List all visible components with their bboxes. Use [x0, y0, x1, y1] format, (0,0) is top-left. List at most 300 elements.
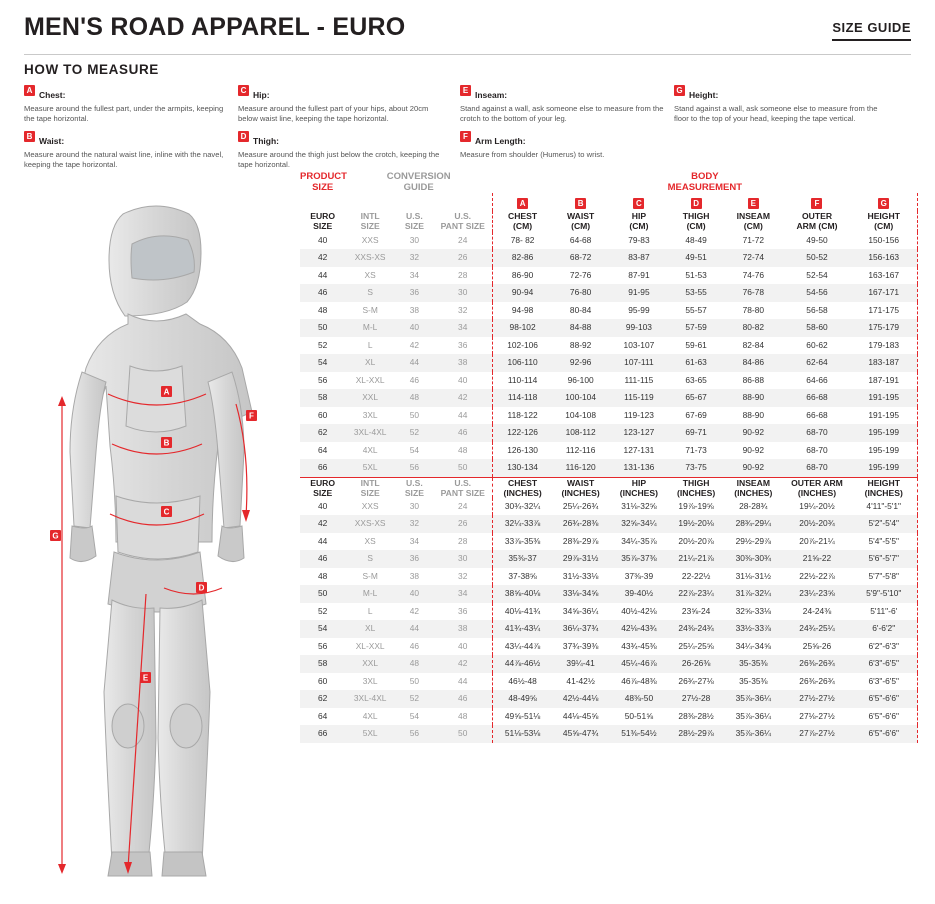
column-header: INTL SIZE [360, 211, 380, 232]
table-cell: 46 [434, 424, 492, 442]
howto-item-text: Measure from shoulder (Humerus) to wrist. [460, 150, 605, 160]
howto-item-waist [24, 131, 228, 170]
table-cell: 94-98 [492, 302, 552, 320]
table-cell: 79-83 [628, 234, 650, 245]
table-cell: 31⅞-32¼ [723, 585, 783, 603]
table-cell: XXL [345, 389, 395, 407]
table-cell: 42 [434, 389, 492, 407]
howto-item-label: Arm Length: [475, 136, 526, 147]
table-cell: 36 [395, 550, 434, 568]
table-cell: 30 [409, 500, 420, 511]
table-cell: 90-94 [492, 284, 552, 302]
table-cell: 87-91 [628, 269, 650, 280]
table-cell: 25¼-26¾ [562, 500, 599, 511]
table-cell: 49⅝-51⅛ [492, 708, 552, 726]
table-cell: 32 [458, 304, 468, 315]
column-header: HIP (INCHES) [609, 477, 669, 498]
table-cell: L [367, 339, 373, 350]
badge-e-icon: E [460, 85, 471, 96]
table-cell: 28 [458, 535, 468, 546]
table-cell: 34⅝-36¼ [562, 605, 599, 616]
table-cell: 46 [300, 550, 345, 568]
table-row [300, 337, 918, 355]
table-cell: 95-99 [628, 304, 650, 315]
table-cell: S-M [362, 304, 378, 315]
size-rows-cm [300, 232, 918, 478]
badge-f-icon: F [460, 131, 471, 142]
table-cell: 66-68 [784, 389, 851, 407]
table-cell: 22⅞-23¼ [669, 585, 723, 603]
table-cell: 44⅞-46½ [492, 655, 552, 673]
howto-item-label: Inseam: [475, 90, 508, 100]
table-cell: 5'6"-5'7" [850, 550, 917, 568]
table-cell: 44⅛-45⅝ [562, 710, 599, 721]
table-cell: 80-84 [569, 304, 592, 315]
table-cell: 38 [434, 354, 492, 372]
badge-c-icon: C [633, 198, 644, 209]
table-cell: 3XL-4XL [345, 424, 395, 442]
table-cell: 44 [395, 354, 434, 372]
column-header: CHEST (INCHES) [492, 477, 552, 498]
table-cell: 61-63 [669, 354, 723, 372]
table-cell: 50 [409, 675, 420, 686]
table-cell: 171-175 [850, 302, 917, 320]
table-cell: 40⅛-41¾ [492, 603, 552, 621]
table-cell: 34¼-35⅞ [621, 535, 657, 546]
table-row [300, 459, 918, 477]
table-cell: 41¾-43¼ [492, 620, 552, 638]
size-rows-inches [300, 498, 918, 743]
table-cell: 34 [434, 585, 492, 603]
table-row [300, 372, 918, 390]
table-cell: 31⅛-31½ [735, 570, 771, 581]
table-cell: 48 [318, 304, 328, 315]
table-cell: 114-118 [492, 389, 552, 407]
table-cell: 45⅝-47¾ [553, 725, 609, 743]
table-cell: 52 [395, 690, 434, 708]
table-cell: 82-86 [492, 249, 552, 267]
table-row [300, 533, 918, 551]
column-header: U.S. SIZE [395, 477, 434, 498]
table-cell: 40 [395, 319, 434, 337]
table-cell: 48⅜-50 [609, 690, 669, 708]
howto-item-label: Thigh: [253, 136, 279, 147]
table-row [300, 407, 918, 425]
table-cell: 36¼-37¾ [553, 620, 609, 638]
table-cell: 73-75 [669, 459, 723, 477]
table-cell: 195-199 [850, 424, 917, 442]
table-cell: 59-61 [685, 339, 707, 350]
table-cell: 5'11"-6' [850, 603, 917, 621]
table-cell: 32 [458, 570, 468, 581]
table-cell: 42 [409, 339, 420, 350]
table-cell: 44 [395, 620, 434, 638]
table-cell: 19¼-20½ [799, 500, 835, 511]
svg-text:E: E [142, 673, 149, 683]
table-cell: 6'3"-6'5" [850, 673, 917, 691]
table-cell: 37⅜-39 [624, 570, 654, 581]
table-cell: 35-35⅜ [739, 675, 768, 686]
table-cell: 38 [434, 620, 492, 638]
table-cell: S [345, 550, 395, 568]
table-cell: 50 [300, 585, 345, 603]
letter-badge-cell [609, 193, 669, 211]
table-cell: 56 [318, 640, 328, 651]
table-cell: 39¼-41 [553, 655, 609, 673]
table-cell: 67-69 [685, 409, 707, 420]
column-header: THIGH (CM) [682, 211, 710, 232]
table-cell: 40½-42⅛ [621, 605, 657, 616]
table-cell: L [367, 605, 373, 616]
table-cell: 27½-28 [669, 690, 723, 708]
table-cell: 88-90 [742, 409, 765, 420]
table-cell: 20½-20¾ [784, 515, 851, 533]
table-cell: 52 [395, 424, 434, 442]
table-cell: 187-191 [850, 372, 917, 390]
table-row [300, 690, 918, 708]
table-cell: 107-111 [609, 354, 669, 372]
table-cell: 36 [458, 339, 468, 350]
table-cell: 65-67 [669, 389, 723, 407]
table-cell: 56-58 [806, 304, 828, 315]
table-cell: 63-65 [685, 374, 707, 385]
measurement-figure [20, 196, 292, 886]
table-cell: 3XL [362, 409, 378, 420]
table-cell: 31½-33⅛ [562, 570, 599, 581]
table-cell: 19½-20⅛ [669, 515, 723, 533]
table-cell: 183-187 [850, 354, 917, 372]
table-cell: 28¾-29¼ [723, 515, 783, 533]
table-cell: 30 [434, 550, 492, 568]
table-cell: 35⅞-36¼ [723, 725, 783, 743]
table-cell: 37-38⅝ [492, 568, 552, 586]
table-cell: 112-116 [565, 444, 596, 455]
table-cell: 60-62 [806, 339, 828, 350]
letter-badge-cell [492, 193, 552, 211]
table-cell: 27⅛-27½ [799, 710, 835, 721]
table-cell: 44 [458, 675, 468, 686]
table-cell: 5'9"-5'10" [850, 585, 917, 603]
howto-column-1 [24, 85, 238, 177]
table-cell: 24 [458, 234, 468, 245]
table-cell: 50 [434, 725, 492, 743]
table-cell: XXS [361, 234, 379, 245]
howto-item-chest [24, 85, 228, 124]
table-cell: 58 [300, 389, 345, 407]
page-header [24, 8, 911, 56]
table-cell: 32⅝-34¼ [609, 515, 669, 533]
table-cell: 56 [395, 459, 434, 477]
table-row [300, 284, 918, 302]
table-cell: 90-92 [742, 444, 765, 455]
table-cell: 25⅝-26 [802, 640, 832, 651]
table-cell: 5XL [345, 459, 395, 477]
letter-badge-cell [553, 193, 609, 211]
table-cell: 38 [409, 304, 420, 315]
column-header: INSEAM (CM) [736, 211, 771, 232]
howto-item-inseam [460, 85, 664, 124]
table-cell: 58-60 [784, 319, 851, 337]
howto-item-text: Measure around the natural waist line, inline with the navel, keeping the tape horizontal. [24, 150, 224, 170]
table-cell: 21⅝-22 [784, 550, 851, 568]
how-to-measure-section [24, 62, 914, 177]
table-cell: 33⅞-35⅜ [492, 533, 552, 551]
table-row [300, 498, 918, 516]
header-divider [24, 54, 911, 55]
table-cell: 34¼-34⅝ [735, 640, 771, 651]
table-cell: XL-XXL [355, 374, 385, 385]
svg-text:B: B [163, 438, 170, 448]
how-to-measure-heading: HOW TO MEASURE [24, 62, 159, 77]
table-cell: 20½-20⅞ [678, 535, 714, 546]
table-cell: 24⅜-24¾ [669, 620, 723, 638]
table-cell: 91-95 [609, 284, 669, 302]
table-cell: 40 [458, 374, 468, 385]
table-cell: 126-130 [492, 442, 552, 460]
table-cell: 80-82 [723, 319, 783, 337]
table-cell: 88-92 [569, 339, 592, 350]
table-cell: 42 [434, 655, 492, 673]
howto-item-text: Measure around the fullest part, under the armpits, keeping the tape horizontal. [24, 104, 224, 124]
table-cell: M-L [345, 585, 395, 603]
table-cell: 30 [409, 234, 420, 245]
table-cell: 130-134 [492, 459, 552, 477]
table-row [300, 232, 918, 250]
table-cell: XXS-XS [345, 249, 395, 267]
table-cell: XL [345, 354, 395, 372]
table-cell: 31⅛-32⅝ [621, 500, 657, 511]
howto-item-text: Stand against a wall, ask someone else to measure from the floor to the top of your head, keeping the tape vertical. [674, 104, 878, 124]
table-cell: 23¼-23⅝ [784, 585, 851, 603]
table-cell: 26¾-27⅛ [678, 675, 714, 686]
table-row [300, 725, 918, 743]
table-cell: 36 [458, 605, 468, 616]
table-cell: 99-103 [609, 319, 669, 337]
badge-e-icon: E [748, 198, 759, 209]
badge-b-icon: B [575, 198, 586, 209]
howto-column-2 [238, 85, 460, 177]
size-guide-label: SIZE GUIDE [832, 20, 911, 41]
table-cell: 28 [458, 269, 468, 280]
letter-badge-row [300, 193, 918, 211]
table-cell: 119-123 [623, 409, 654, 420]
table-cell: 64 [318, 444, 328, 455]
table-row [300, 424, 918, 442]
table-cell: 115-119 [609, 389, 669, 407]
table-cell: 68-70 [806, 444, 828, 455]
table-cell: 5'7"-5'8" [850, 568, 917, 586]
rider-diagram-svg [20, 196, 292, 886]
column-header-row [300, 477, 918, 498]
column-header: EURO SIZE [300, 477, 345, 498]
table-cell: 56 [395, 725, 434, 743]
table-cell: 103-107 [623, 339, 655, 350]
table-cell: 26-26⅜ [669, 655, 723, 673]
table-cell: 46½-48 [492, 673, 552, 691]
table-cell: 68-72 [553, 249, 609, 267]
table-cell: S [345, 284, 395, 302]
table-cell: 4'11"-5'1" [850, 498, 917, 516]
svg-text:D: D [198, 583, 205, 593]
column-header: OUTER ARM (CM) [796, 211, 838, 232]
table-cell: 156-163 [850, 249, 917, 267]
letter-badge-cell [669, 193, 723, 211]
letter-badge-cell [784, 193, 851, 211]
table-cell: 26⅜-26¾ [799, 675, 835, 686]
table-cell: 46 [409, 374, 420, 385]
table-cell: 78- 82 [492, 232, 552, 250]
svg-text:C: C [163, 507, 170, 517]
table-cell: 68-70 [784, 424, 851, 442]
howto-item-arm-length [460, 131, 664, 160]
group-header-row [300, 172, 918, 193]
table-cell: 78-80 [742, 304, 765, 315]
table-cell: 29½-29⅞ [735, 535, 771, 546]
table-cell: 102-106 [492, 337, 552, 355]
table-cell: 150-156 [850, 232, 917, 250]
table-cell: 30 [434, 284, 492, 302]
table-cell: 72-74 [723, 249, 783, 267]
table-row [300, 550, 918, 568]
table-cell: 60 [318, 409, 328, 420]
table-cell: 96-100 [567, 374, 594, 385]
table-cell: 44 [318, 269, 328, 280]
table-cell: 34 [409, 535, 420, 546]
table-cell: 6'2"-6'3" [850, 638, 917, 656]
table-cell: 20⅞-21¼ [799, 535, 835, 546]
howto-item-label: Chest: [39, 90, 66, 100]
table-cell: 86-88 [742, 374, 765, 385]
table-cell: 6'5"-6'6" [850, 725, 917, 743]
table-cell: 6'5"-6'6" [850, 690, 917, 708]
table-cell: 52 [318, 339, 328, 350]
table-cell: 122-126 [492, 424, 552, 442]
badge-a-icon: A [24, 85, 35, 96]
table-cell: 54 [300, 354, 345, 372]
table-cell: 66 [300, 459, 345, 477]
column-header: INTL SIZE [345, 477, 395, 498]
table-cell: 35⅜-37 [492, 550, 552, 568]
table-cell: 48 [318, 570, 328, 581]
badge-c-icon: C [238, 85, 249, 96]
table-cell: 116-120 [553, 459, 609, 477]
howto-item-label: Waist: [39, 136, 65, 147]
table-cell: 34 [409, 269, 420, 280]
table-row [300, 442, 918, 460]
table-cell: 104-108 [565, 409, 596, 420]
group-body-measurement: BODY MEASUREMENT [667, 171, 743, 193]
table-row [300, 249, 918, 267]
table-cell: 30⅜-30¾ [723, 550, 783, 568]
table-cell: 55-57 [685, 304, 707, 315]
page-title: MEN'S ROAD APPAREL - EURO [24, 13, 406, 41]
table-cell: 27½-27½ [784, 690, 851, 708]
table-cell: 32⅝-33⅛ [735, 605, 771, 616]
table-cell: 163-167 [850, 267, 917, 285]
howto-item-height [674, 85, 892, 124]
table-cell: 48 [395, 655, 434, 673]
table-cell: 54 [300, 620, 345, 638]
table-cell: 24-24⅜ [802, 605, 832, 616]
table-cell: 50-51⅝ [624, 710, 654, 721]
table-cell: 84-86 [723, 354, 783, 372]
column-header: WAIST (INCHES) [553, 477, 609, 498]
table-cell: XL [345, 620, 395, 638]
table-cell: 76-78 [723, 284, 783, 302]
column-header: EURO SIZE [310, 211, 336, 232]
table-cell: 98-102 [492, 319, 552, 337]
size-table-wrapper [300, 172, 920, 743]
table-cell: 23⅝-24 [681, 605, 711, 616]
table-row [300, 638, 918, 656]
size-chart-table [300, 172, 918, 743]
table-cell: 54 [409, 710, 420, 721]
badge-f-icon: F [811, 198, 822, 209]
table-cell: 92-96 [553, 354, 609, 372]
table-cell: 71-72 [742, 234, 765, 245]
table-cell: 175-179 [850, 319, 917, 337]
table-cell: 5'4"-5'5" [850, 533, 917, 551]
howto-item-text: Stand against a wall, ask someone else to measure from the crotch to the bottom of your leg. [460, 104, 664, 124]
table-row [300, 319, 918, 337]
table-cell: 86-90 [492, 267, 552, 285]
badge-b-icon: B [24, 131, 35, 142]
table-row [300, 354, 918, 372]
table-cell: XXS [361, 500, 379, 511]
badge-d-icon: D [691, 198, 702, 209]
table-cell: 49-50 [806, 234, 828, 245]
column-header: CHEST (CM) [492, 211, 552, 231]
table-cell: 26 [434, 249, 492, 267]
table-cell: 51⅜-54½ [609, 725, 669, 743]
table-cell: 40 [458, 640, 468, 651]
howto-item-hip [238, 85, 450, 124]
table-cell: 191-195 [850, 407, 917, 425]
table-cell: 5'2"-5'4" [850, 515, 917, 533]
letter-badge-cell [723, 193, 783, 211]
table-cell: 50 [434, 459, 492, 477]
table-cell: 45¼-46⅞ [609, 655, 669, 673]
svg-text:G: G [52, 531, 59, 541]
group-product-size: PRODUCT SIZE [300, 171, 347, 193]
howto-item-text: Measure around the thigh just below the crotch, keeping the tape horizontal. [238, 150, 440, 170]
table-cell: 35-35⅜ [723, 655, 783, 673]
table-row [300, 620, 918, 638]
table-cell: 44 [318, 535, 328, 546]
table-row [300, 603, 918, 621]
table-row [300, 568, 918, 586]
table-cell: 30¾-32¼ [492, 498, 552, 516]
table-cell: 48 [458, 710, 468, 721]
table-cell: 50 [300, 319, 345, 337]
table-cell: 29⅞-31½ [553, 550, 609, 568]
table-row [300, 655, 918, 673]
badge-g-icon: G [878, 198, 889, 209]
table-cell: 64-68 [569, 234, 592, 245]
table-cell: 64-66 [806, 374, 828, 385]
table-cell: 111-115 [624, 374, 654, 385]
table-cell: 43¾-45⅜ [621, 640, 657, 651]
badge-g-icon: G [674, 85, 685, 96]
table-cell: 41-42½ [566, 675, 595, 686]
table-cell: 22½-22⅞ [799, 570, 835, 581]
table-cell: 84-88 [553, 319, 609, 337]
table-row [300, 708, 918, 726]
table-cell: 58 [300, 655, 345, 673]
table-cell: 88-90 [723, 389, 783, 407]
table-cell: 32¼-33⅞ [492, 515, 552, 533]
column-header: OUTER ARM (INCHES) [784, 477, 851, 498]
